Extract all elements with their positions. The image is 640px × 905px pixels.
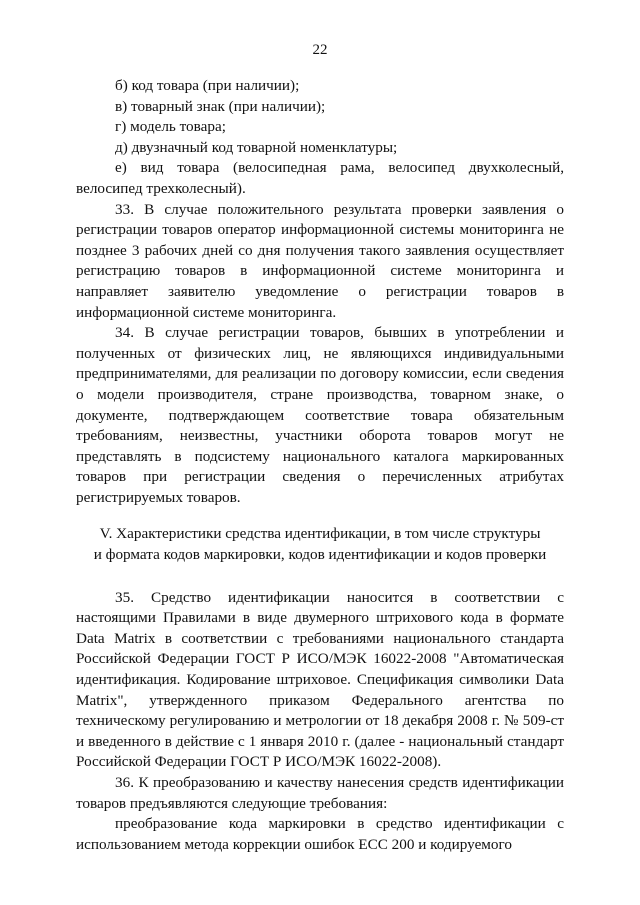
list-item-v: в) товарный знак (при наличии);: [115, 97, 326, 115]
section-heading-line2: и формата кодов маркировки, кодов идентификации и кодов проверки: [93, 546, 547, 564]
list-item-d: д) двузначный код товарной номенклатуры;: [115, 138, 398, 156]
clause-36: 36. К преобразованию и качеству нанесения средств идентификации товаров предъявляются следующие требования:: [76, 774, 564, 812]
document-body: [76, 76, 564, 855]
section-heading: [76, 524, 564, 565]
list-item-e: е) вид товара (велосипедная рама, велосипед двухколесный, велосипед трехколесный).: [76, 159, 564, 197]
list-item-b: б) код товара (при наличии);: [115, 77, 300, 94]
clause-36-requirement: преобразование кода маркировки в средство идентификации с использованием метода коррекции ошибок ЕСС 200 и кодируемого: [76, 815, 564, 853]
clause-34: 34. В случае регистрации товаров, бывших в употреблении и полученных от физических лиц, не являющихся индивидуальными предпринимателями, для реализации по договору комиссии, если сведения о модели производителя, стране производства, товарном знаке, о документе, подтверждающем соответствие товара обязательным требованиям, неизвестны, участники оборота товаров могут не представлять в подсистему национального каталога маркированных товаров при регистрации сведения о перечисленных атрибутах регистрируемых товаров.: [76, 324, 564, 506]
section-heading-line1: V. Характеристики средства идентификации, в том числе структуры: [99, 525, 541, 543]
page-number: 22: [312, 42, 328, 58]
list-item-g: г) модель товара;: [115, 118, 226, 136]
clause-35: 35. Средство идентификации наносится в соответствии с настоящими Правилами в виде двумерного штрихового кода в формате Data Matrix в соответствии с требованиями национального стандарта Российской Федерации ГОСТ Р ИСО/МЭК 16022-2008 "Автоматическая идентификация. Кодирование штриховое. Спецификация символики Data Matrix", утвержденного приказом Федерального агентства по техническому регулированию и метрологии от 18 декабря 2008 г. № 509-ст и введенного в действие с 1 января 2010 г. (далее - национальный стандарт Российской Федерации ГОСТ Р ИСО/МЭК 16022-2008).: [76, 588, 564, 771]
clause-33: 33. В случае положительного результата проверки заявления о регистрации товаров оператор информационной системы мониторинга не позднее 3 рабочих дней со дня получения такого заявления осуществляет регистрацию товаров в информационной системе мониторинга и направляет заявителю уведомление о регистрации товаров в информационной системе мониторинга.: [76, 200, 564, 321]
